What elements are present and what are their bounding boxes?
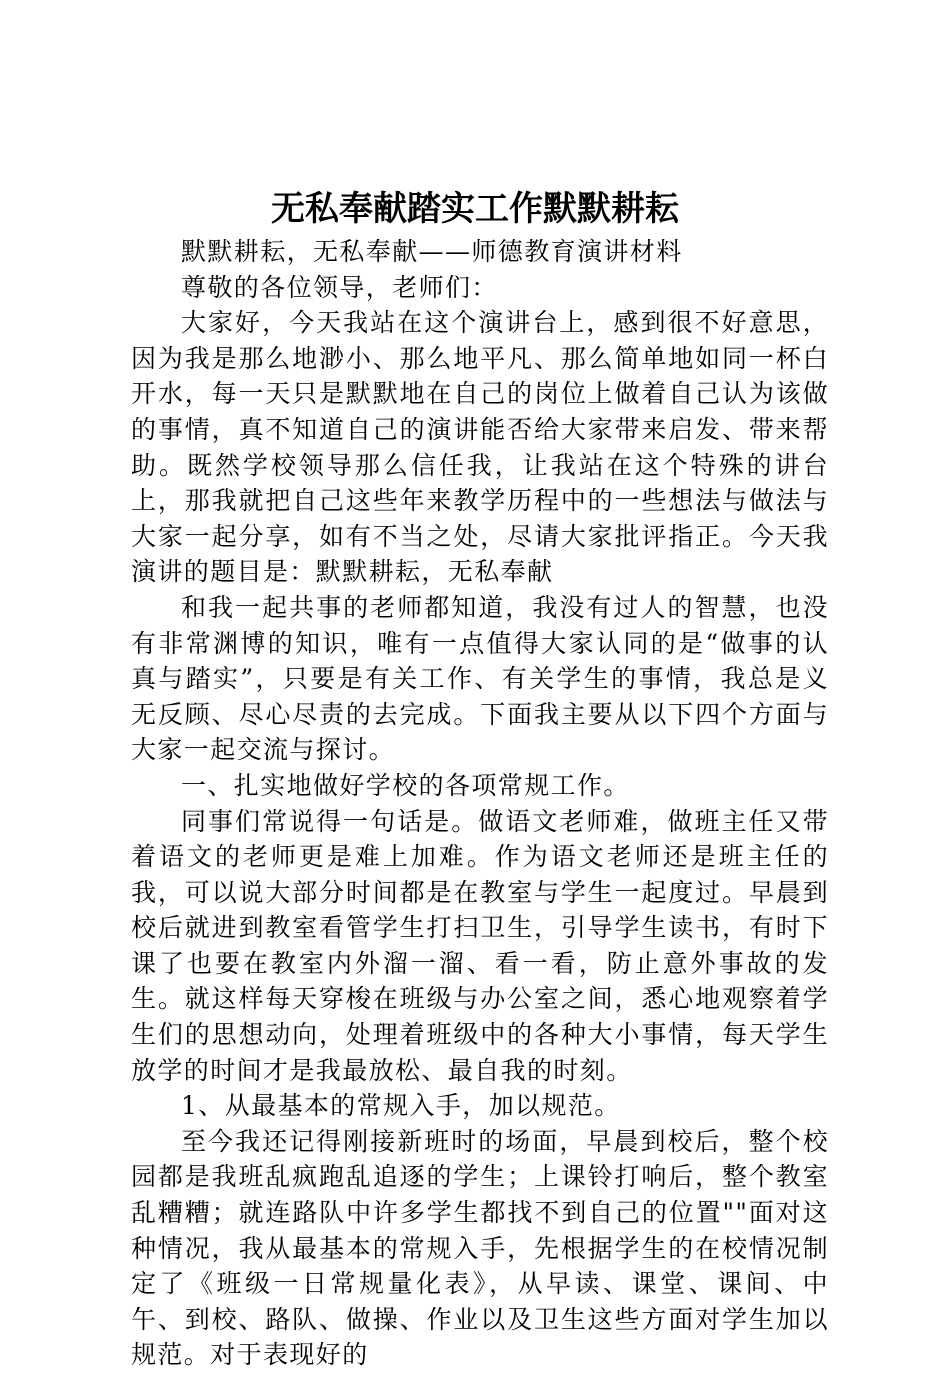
- document-body: [131, 234, 829, 1373]
- subtitle-line: 默默耕耘，无私奉献——师德教育演讲材料: [181, 237, 683, 266]
- section-heading: 一、扎实地做好学校的各项常规工作。: [181, 770, 630, 800]
- body-paragraph: 同事们常说得一句话是。做语文老师难，做班主任又带着语文的老师更是难上加难。作为语文老师还是班主任的我，可以说大部分时间都是在教室与学生一起度过。早晨到校后就进到教室看管学生打扫卫生，引导学生读书，有时下课了也要在教室内外溜一溜、看一看，防止意外事故的发生。就这样每天穿梭在班级与办公室之间，悉心地观察着学生们的思想动向，处理着班级中的各种大小事情，每天学生放学的时间才是我最放松、最自我的时刻。: [131, 806, 829, 1085]
- body-paragraph: 大家好，今天我站在这个演讲台上，感到很不好意思，因为我是那么地渺小、那么地平凡、那么简单地如同一杯白开水，每一天只是默默地在自己的岗位上做着自己认为该做的事情，真不知道自己的演讲能否给大家带来启发、带来帮助。既然学校领导那么信任我，让我站在这个特殊的讲台上，那我就把自己这些年来教学历程中的一些想法与做法与大家一起分享，如有不当之处，尽请大家批评指正。今天我演讲的题目是：默默耕耘，无私奉献: [131, 308, 829, 587]
- body-paragraph: 至今我还记得刚接新班时的场面，早晨到校后，整个校园都是我班乱疯跑乱追逐的学生；上课铃打响后，整个教室乱糟糟；就连路队中许多学生都找不到自己的位置""面对这种情况，我从最基本的常规入手，先根据学生的在校情况制定了《班级一日常规量化表》，从早读、课堂、课间、中午、到校、路队、做操、作业以及卫生这些方面对学生加以规范。对于表现好的: [131, 1126, 829, 1370]
- body-paragraph: 和我一起共事的老师都知道，我没有过人的智慧，也没有非常渊博的知识，唯有一点值得大家认同的是“做事的认真与踏实”，只要是有关工作、有关学生的事情，我总是义无反顾、尽心尽责的去完成。下面我主要从以下四个方面与大家一起交流与探讨。: [131, 592, 829, 765]
- salutation-line: 尊敬的各位领导，老师们：: [181, 272, 498, 302]
- document-title: 无私奉献踏实工作默默耕耘: [271, 189, 679, 229]
- subsection-heading: 1、从最基本的常规入手，加以规范。: [181, 1091, 621, 1121]
